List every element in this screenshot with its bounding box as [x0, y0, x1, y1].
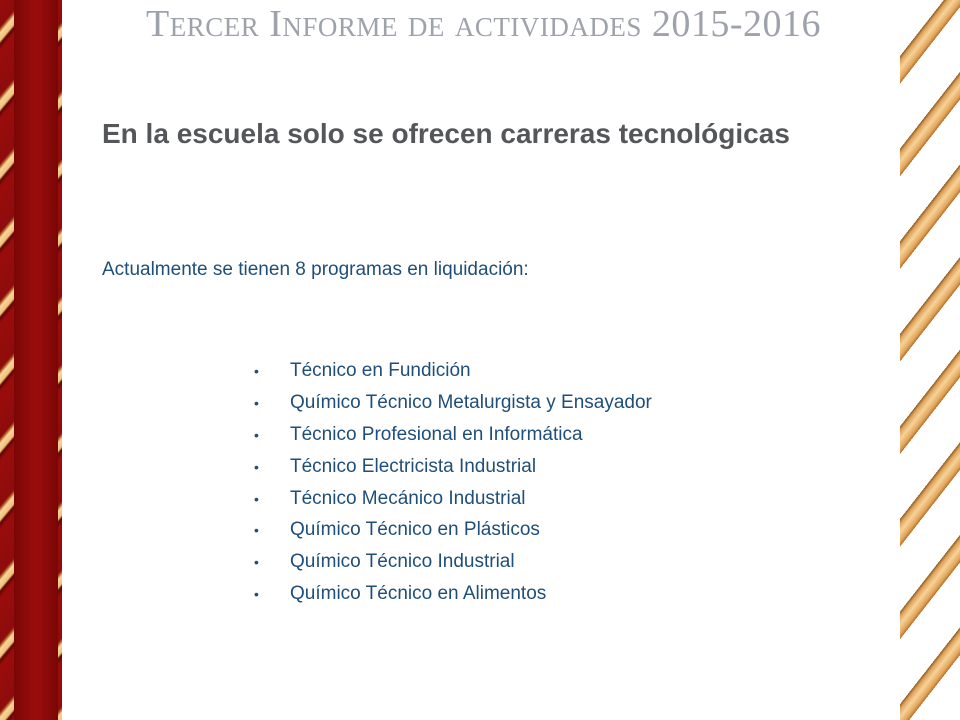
program-label: Químico Técnico Metalurgista y Ensayador — [290, 391, 652, 413]
bullet-icon: • — [254, 554, 259, 571]
program-label: Técnico Profesional en Informática — [290, 423, 583, 445]
bullet-icon: • — [254, 426, 259, 443]
right-decorative-stripes — [900, 0, 960, 720]
program-label: Técnico en Fundición — [290, 360, 471, 381]
bullet-icon: • — [254, 394, 259, 411]
slide-title: En la escuela solo se ofrecen carreras tecnológicas — [102, 118, 790, 149]
bullet-icon: • — [254, 363, 259, 379]
list-item — [252, 486, 852, 518]
program-label: Químico Técnico en Plásticos — [290, 519, 540, 541]
program-list — [252, 358, 852, 613]
list-item — [252, 454, 852, 486]
intro-text: Actualmente se tienen 8 programas en liquidación: — [102, 259, 529, 280]
program-label: Químico Técnico Industrial — [290, 551, 515, 573]
bullet-icon: • — [254, 458, 259, 475]
list-item — [252, 517, 852, 549]
bullet-icon: • — [254, 522, 259, 539]
bullet-icon: • — [254, 490, 259, 507]
list-item — [252, 390, 852, 422]
list-item — [252, 358, 852, 390]
bullet-icon: • — [254, 586, 259, 603]
program-label: Técnico Mecánico Industrial — [290, 487, 526, 509]
header-title: Tercer Informe de actividades 2015-2016 — [146, 3, 822, 45]
program-label: Químico Técnico en Alimentos — [290, 583, 547, 605]
list-item — [252, 581, 852, 613]
list-item — [252, 422, 852, 454]
list-item — [252, 549, 852, 581]
program-label: Técnico Electricista Industrial — [290, 455, 537, 477]
left-decorative-band — [0, 0, 62, 720]
